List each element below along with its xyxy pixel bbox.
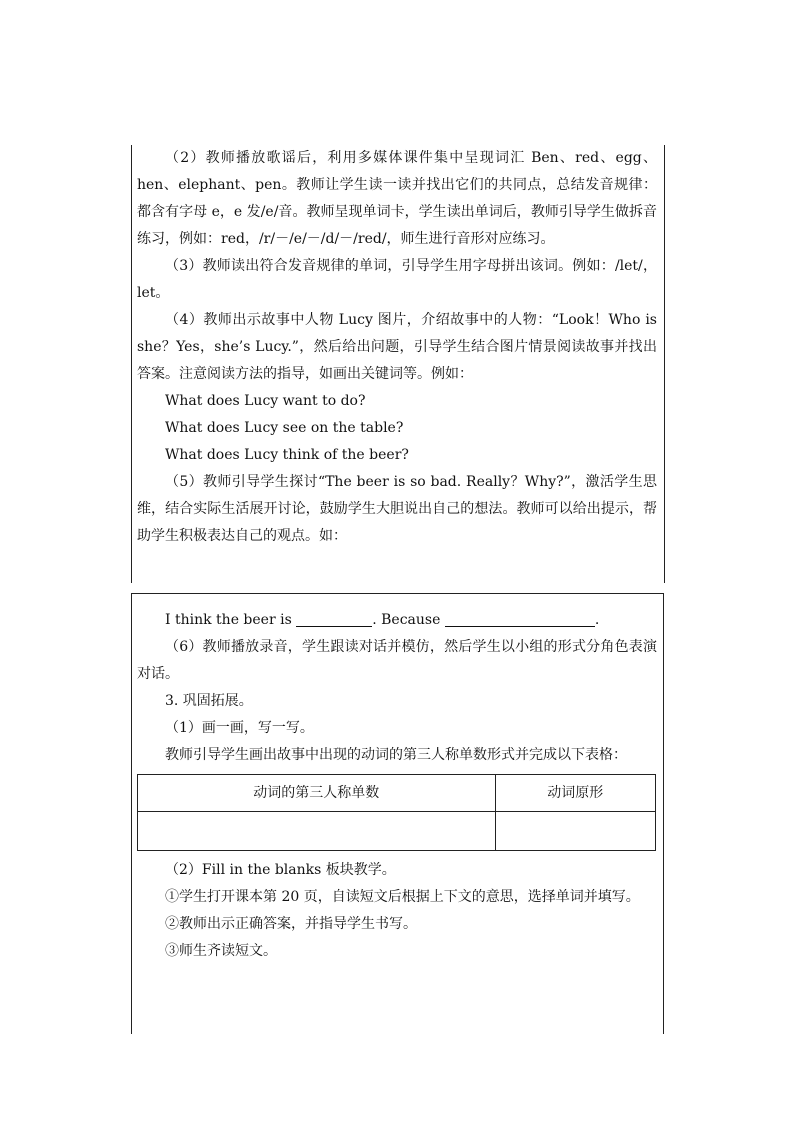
- question-1: What does Lucy want to do?: [165, 393, 366, 409]
- fill-sentence: [137, 607, 657, 634]
- empty-cell: [495, 812, 655, 851]
- step-item-2: ②教师出示正确答案，并指导学生书写。: [165, 916, 417, 932]
- paragraph-2: （2）教师播放歌谣后，利用多媒体课件集中呈现词汇 Ben、red、egg、hen、elephant、pen。教师让学生读一读并找出它们的共同点，总结发音规律：都含有字母 e，e 发/e/音。教师呈现单词卡，学生读出单词后，教师引导学生做拆音练习，例如：red，/r/－/e/－/d/－/red/，师生进行音形对应练习。: [137, 150, 657, 247]
- sub-step-1-description: 教师引导学生画出故事中出现的动词的第三人称单数形式并完成以下表格：: [165, 747, 627, 763]
- question-3: What does Lucy think of the beer?: [165, 447, 409, 463]
- step-item-3: ③师生齐读短文。: [165, 943, 277, 959]
- table-header-row: [138, 775, 656, 812]
- table-row: [138, 812, 656, 851]
- lower-content: [137, 607, 657, 965]
- upper-content: [137, 145, 657, 550]
- sentence-start: I think the beer is: [165, 612, 297, 628]
- blank-line-1: [296, 610, 372, 627]
- paragraph-4: （4）教师出示故事中人物 Lucy 图片，介绍故事中的人物：“Look！Who is she？Yes，she’s Lucy.”，然后给出问题，引导学生结合图片情景阅读故事并找出答案。注意阅读方法的指导，如画出关键词等。例如：: [137, 312, 657, 382]
- step-item-1: ①学生打开课本第 20 页，自读短文后根据上下文的意思，选择单词并填写。: [165, 889, 640, 905]
- empty-cell: [138, 812, 496, 851]
- paragraph-6: （6）教师播放录音，学生跟读对话并模仿，然后学生以小组的形式分角色表演对话。: [137, 639, 657, 682]
- sentence-mid: . Because: [372, 612, 445, 628]
- sentence-end: .: [594, 612, 600, 628]
- sub-step-2: （2）Fill in the blanks 板块教学。: [165, 862, 396, 878]
- blank-line-2: [445, 610, 595, 627]
- header-third-person: 动词的第三人称单数: [138, 775, 496, 812]
- question-2: What does Lucy see on the table?: [165, 420, 404, 436]
- step-3-heading: 3. 巩固拓展。: [165, 693, 253, 709]
- paragraph-3: （3）教师读出符合发音规律的单词，引导学生用字母拼出该词。例如：/let/，let。: [137, 258, 657, 301]
- verb-form-table: [137, 774, 656, 851]
- header-base-form: 动词原形: [495, 775, 655, 812]
- paragraph-5: （5）教师引导学生探讨“The beer is so bad. Really？Why?”，激活学生思维，结合实际生活展开讨论，鼓励学生大胆说出自己的想法。教师可以给出提示，帮助学生积极表达自己的观点。如：: [137, 474, 657, 544]
- sub-step-1: （1）画一画，写一写。: [165, 720, 314, 736]
